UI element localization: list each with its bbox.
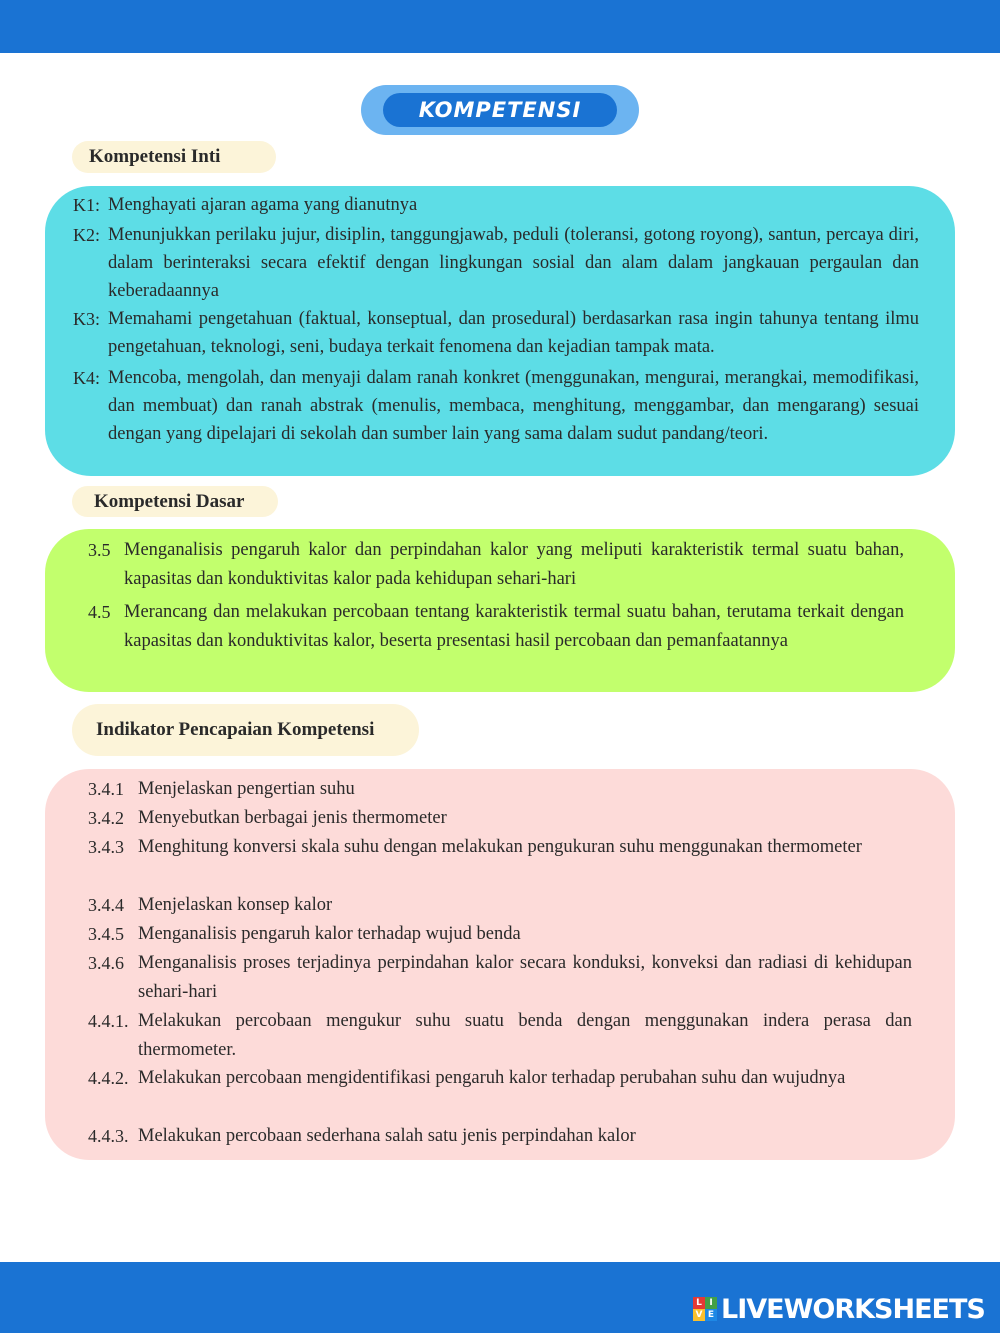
item-text: Menganalisis proses terjadinya perpindahan kalor secara konduksi, konveksi dan radiasi di kehidupan sehari-hari	[138, 953, 912, 1002]
list-item	[88, 949, 912, 1007]
item-text: Menunjukkan perilaku jujur, disiplin, tanggungjawab, peduli (toleransi, gotong royong), santun, percaya diri, dalam berinteraksi secara efektif dengan lingkungan sosial dan alam dalam jangkauan pergaulan dan keberadaannya	[108, 225, 919, 301]
item-code: 4.4.3.	[88, 1126, 129, 1146]
item-text: Melakukan percobaan sederhana salah satu jenis perpindahan kalor	[138, 1126, 636, 1146]
list-item	[73, 364, 919, 448]
top-bar	[0, 0, 1000, 53]
item-text: Melakukan percobaan mengidentifikasi pengaruh kalor terhadap perubahan suhu dan wujudnya	[138, 1068, 846, 1088]
item-code: K2:	[73, 225, 100, 245]
item-code: 4.5	[88, 602, 111, 622]
list-item	[88, 598, 904, 656]
list-item	[88, 833, 912, 862]
list-item	[88, 1122, 912, 1151]
item-code: 3.4.6	[88, 953, 124, 973]
list-item	[88, 804, 912, 833]
brand-name: LIVEWORKSHEETS	[721, 1293, 985, 1325]
item-text: Menganalisis pengaruh kalor dan perpindahan kalor yang meliputi karakteristik termal suatu bahan, kapasitas dan konduktivitas kalor pada kehidupan sehari-hari	[124, 540, 904, 589]
item-text: Merancang dan melakukan percobaan tentang karakteristik termal suatu bahan, terutama terkait dengan kapasitas dan konduktivitas kalor, beserta presentasi hasil percobaan dan pemanfaatannya	[124, 602, 904, 651]
item-text: Melakukan percobaan mengukur suhu suatu benda dengan menggunakan indera perasa dan thermometer.	[138, 1011, 912, 1060]
item-code: 3.5	[88, 540, 111, 560]
item-code: 4.4.2.	[88, 1068, 129, 1088]
item-text: Menjelaskan pengertian suhu	[138, 779, 355, 799]
item-text: Menganalisis pengaruh kalor terhadap wujud benda	[138, 924, 521, 944]
list-item	[73, 191, 919, 220]
item-code: 3.4.4	[88, 895, 124, 915]
title-badge	[361, 85, 639, 135]
page-title: KOMPETENSI	[383, 93, 617, 127]
list-item	[88, 1007, 912, 1065]
item-code: 3.4.1	[88, 779, 124, 799]
list-item	[73, 305, 919, 361]
item-code: K4:	[73, 368, 100, 388]
section-label-kompetensi-inti: Kompetensi Inti	[72, 141, 276, 173]
item-text: Menyebutkan berbagai jenis thermometer	[138, 808, 447, 828]
item-code: 3.4.5	[88, 924, 124, 944]
item-text: Menghitung konversi skala suhu dengan melakukan pengukuran suhu menggunakan thermometer	[138, 837, 862, 857]
item-code: 3.4.3	[88, 837, 124, 857]
list-item	[88, 775, 912, 804]
list-item	[88, 536, 904, 594]
item-text: Memahami pengetahuan (faktual, konseptual, dan prosedural) berdasarkan rasa ingin tahunya tentang ilmu pengetahuan, teknologi, seni, budaya terkait fenomena dan kejadian tampak mata.	[108, 309, 919, 357]
item-text: Mencoba, mengolah, dan menyaji dalam ranah konkret (menggunakan, mengurai, merangkai, memodifikasi, dan membuat) dan ranah abstrak (menulis, membaca, menghitung, menggambar, dan mengarang) sesuai dengan yang dipelajari di sekolah dan sumber lain yang sama dalam sudut pandang/teori.	[108, 368, 919, 444]
item-text: Menjelaskan konsep kalor	[138, 895, 333, 915]
list-item	[88, 1064, 912, 1093]
liveworksheets-icon: L I V E	[693, 1297, 717, 1321]
item-code: K3:	[73, 309, 100, 329]
liveworksheets-logo[interactable]	[693, 1292, 985, 1326]
item-code: 3.4.2	[88, 808, 124, 828]
list-item	[88, 891, 912, 920]
section-label-kompetensi-dasar: Kompetensi Dasar	[72, 486, 278, 517]
item-text: Menghayati ajaran agama yang dianutnya	[108, 195, 418, 215]
item-code: K1:	[73, 195, 100, 215]
list-item	[73, 221, 919, 305]
section-label-indikator: Indikator Pencapaian Kompetensi	[72, 704, 419, 756]
list-item	[88, 920, 912, 949]
item-code: 4.4.1.	[88, 1011, 129, 1031]
